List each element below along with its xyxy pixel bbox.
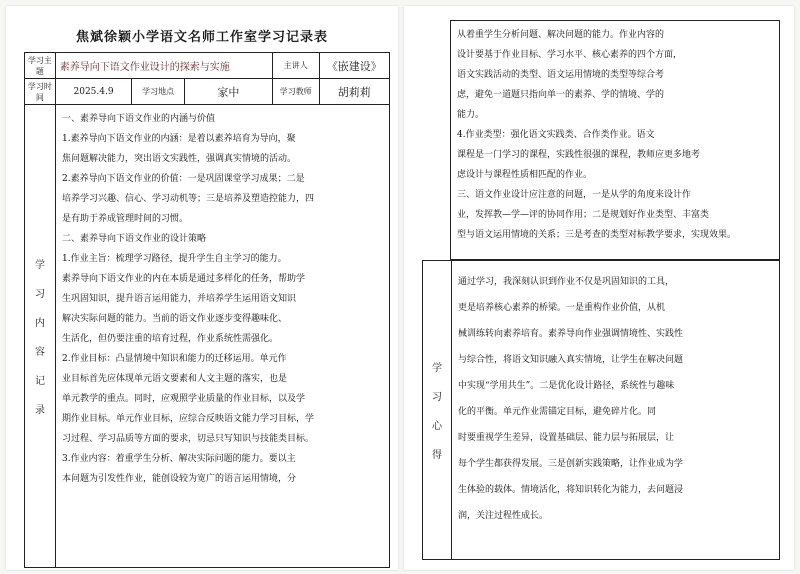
record-line: 1.素养导向下语文作业的内涵：是着以素养培育为导向，聚 <box>62 134 296 144</box>
reflection-label: 学 习 心 得 <box>423 261 452 560</box>
record-continued-line: 设计要基于作业目标、学习水平、核心素养的四个方面， <box>457 50 683 60</box>
record-line: 是有助于养成管理时间的习惯。 <box>62 214 189 224</box>
record-line: 素养导向下语文作业的内在本质是通过多样化的任务，帮助学 <box>62 274 306 284</box>
reflection-line: 通过学习，我深刻认识到作业不仅是巩固知识的工具， <box>458 277 675 287</box>
record-line: 焦问题解决能力，突出语文实践性，强调真实情境的活动。 <box>62 154 297 164</box>
topic-label: 学习主题 <box>25 53 56 79</box>
teacher-label: 学习教师 <box>272 79 319 105</box>
record-continued-line: 从着重学生分析问题、解决问题的能力。作业内容的 <box>457 30 665 40</box>
record-continued-line: 业，发挥教—学—评的协同作用；二是规划好作业类型、丰富类 <box>457 210 710 220</box>
record-continued-line: 虑设计与课程性质相匹配的作业。 <box>457 170 593 180</box>
record-line: 习过程、学习品质等方面的要求，切忌只写知识与技能类目标。 <box>62 434 315 444</box>
record-line: 二、素养导向下语文作业的设计策略 <box>62 234 207 244</box>
reflection-line: 每个学生都获得发展。三是创新实践策略，让作业成为学 <box>458 459 684 469</box>
record-label: 学 习 内 容 记 录 <box>25 105 56 568</box>
record-continued-line: 能力。 <box>457 110 485 120</box>
record-table <box>24 104 390 568</box>
record-line: 本问题为引发性作业，能创设较为宽广的语言运用情境，分 <box>62 474 297 484</box>
record-continued-line: 三、语文作业设计应注意的问题，一是从学的角度来设计作 <box>457 190 692 200</box>
record-continued-line: 4.作业类型：强化语文实践类、合作类作业。语文 <box>457 130 655 140</box>
record-line: 期作业目标。单元作业目标，应综合反映语文能力学习目标，学 <box>62 414 315 424</box>
record-continued-line: 虑，避免一道题只指向单一的素养、学的情境、学的 <box>457 90 665 100</box>
record-line: 培养学习兴趣、信心、学习动机等；三是培养及塑造控能力，四 <box>62 194 315 204</box>
record-continued-line: 型与语文运用情境的关系；三是考查的类型对标教学要求，实现效果。 <box>457 230 737 240</box>
place-label: 学习地点 <box>132 79 185 105</box>
record-line: 生活化，但仍要注重的培育过程，作业系统性需强化。 <box>62 334 279 344</box>
reflection-line: 化的平衡。单元作业需锚定目标，避免碎片化。同 <box>458 407 657 417</box>
record-line: 3.作业内容：着重学生分析、解决实际问题的能力。要以主 <box>62 454 296 464</box>
record-sheet-page-2 <box>404 6 794 570</box>
record-line: 2.素养导向下语文作业的价值：一是巩固课堂学习成果；二是 <box>62 174 305 184</box>
record-line: 1.作业主旨：梳理学习路径，提升学生自主学习的能力。 <box>62 254 287 264</box>
topic-value: 素养导向下语文作业设计的探索与实施 <box>55 53 272 79</box>
reflection-line: 润，关注过程性成长。 <box>458 511 549 521</box>
reflection-line: 时要重视学生差异，设置基础层、能力层与拓展层，让 <box>458 433 675 443</box>
reflection-line: 更是培养核心素养的桥梁。一是重构作业价值，从机 <box>458 303 666 313</box>
record-continued-line: 课程是一门学习的课程，实践性很强的课程，教师应更多地考 <box>457 150 701 160</box>
record-line: 解决实际问题的能力。当前的语文作业逐步变得趣味化、 <box>62 314 288 324</box>
record-content-continued <box>451 21 780 260</box>
record-line: 2.作业目标：凸显情境中知识和能力的迁移运用。单元作 <box>62 354 287 364</box>
header-table <box>24 52 390 105</box>
reflection-line: 中实现“学用共生”。二是优化设计路径，系统性与趣味 <box>458 381 675 391</box>
teacher-value: 胡莉莉 <box>319 79 389 105</box>
record-continued-line: 语文实践活动的类型、语文运用情境的类型等综合考 <box>457 70 665 80</box>
continuation-table <box>450 20 780 260</box>
time-value: 2025.4.9 <box>55 79 132 105</box>
record-line: 单元教学的重点。同时，应观照学业质量的作业目标，以及学 <box>62 394 306 404</box>
record-line: 业目标首先应体现单元语文要素和人文主题的落实，也是 <box>62 374 288 384</box>
record-line: 生巩固知识，提升语言运用能力，并培养学生运用语文知识 <box>62 294 297 304</box>
reflection-line: 生体验的载体。情境活化，将知识转化为能力，去问题浸 <box>458 485 684 495</box>
speaker-value: 《嵌建设》 <box>319 53 389 79</box>
reflection-line: 与综合性，将语文知识融入真实情境，让学生在解决问题 <box>458 355 684 365</box>
record-line: 一、素养导向下语文作业的内涵与价值 <box>62 114 216 124</box>
record-content <box>56 105 390 568</box>
reflection-table <box>422 260 780 560</box>
record-sheet-page-1 <box>6 6 398 570</box>
speaker-label: 主讲人 <box>272 53 319 79</box>
reflection-line: 械训练转向素养培育。素养导向作业强调情境性、实践性 <box>458 329 684 339</box>
place-value: 家中 <box>184 79 272 105</box>
time-label: 学习时间 <box>25 79 56 105</box>
reflection-content <box>452 261 780 560</box>
sheet-title: 焦斌徐颖小学语文名师工作室学习记录表 <box>75 30 328 45</box>
